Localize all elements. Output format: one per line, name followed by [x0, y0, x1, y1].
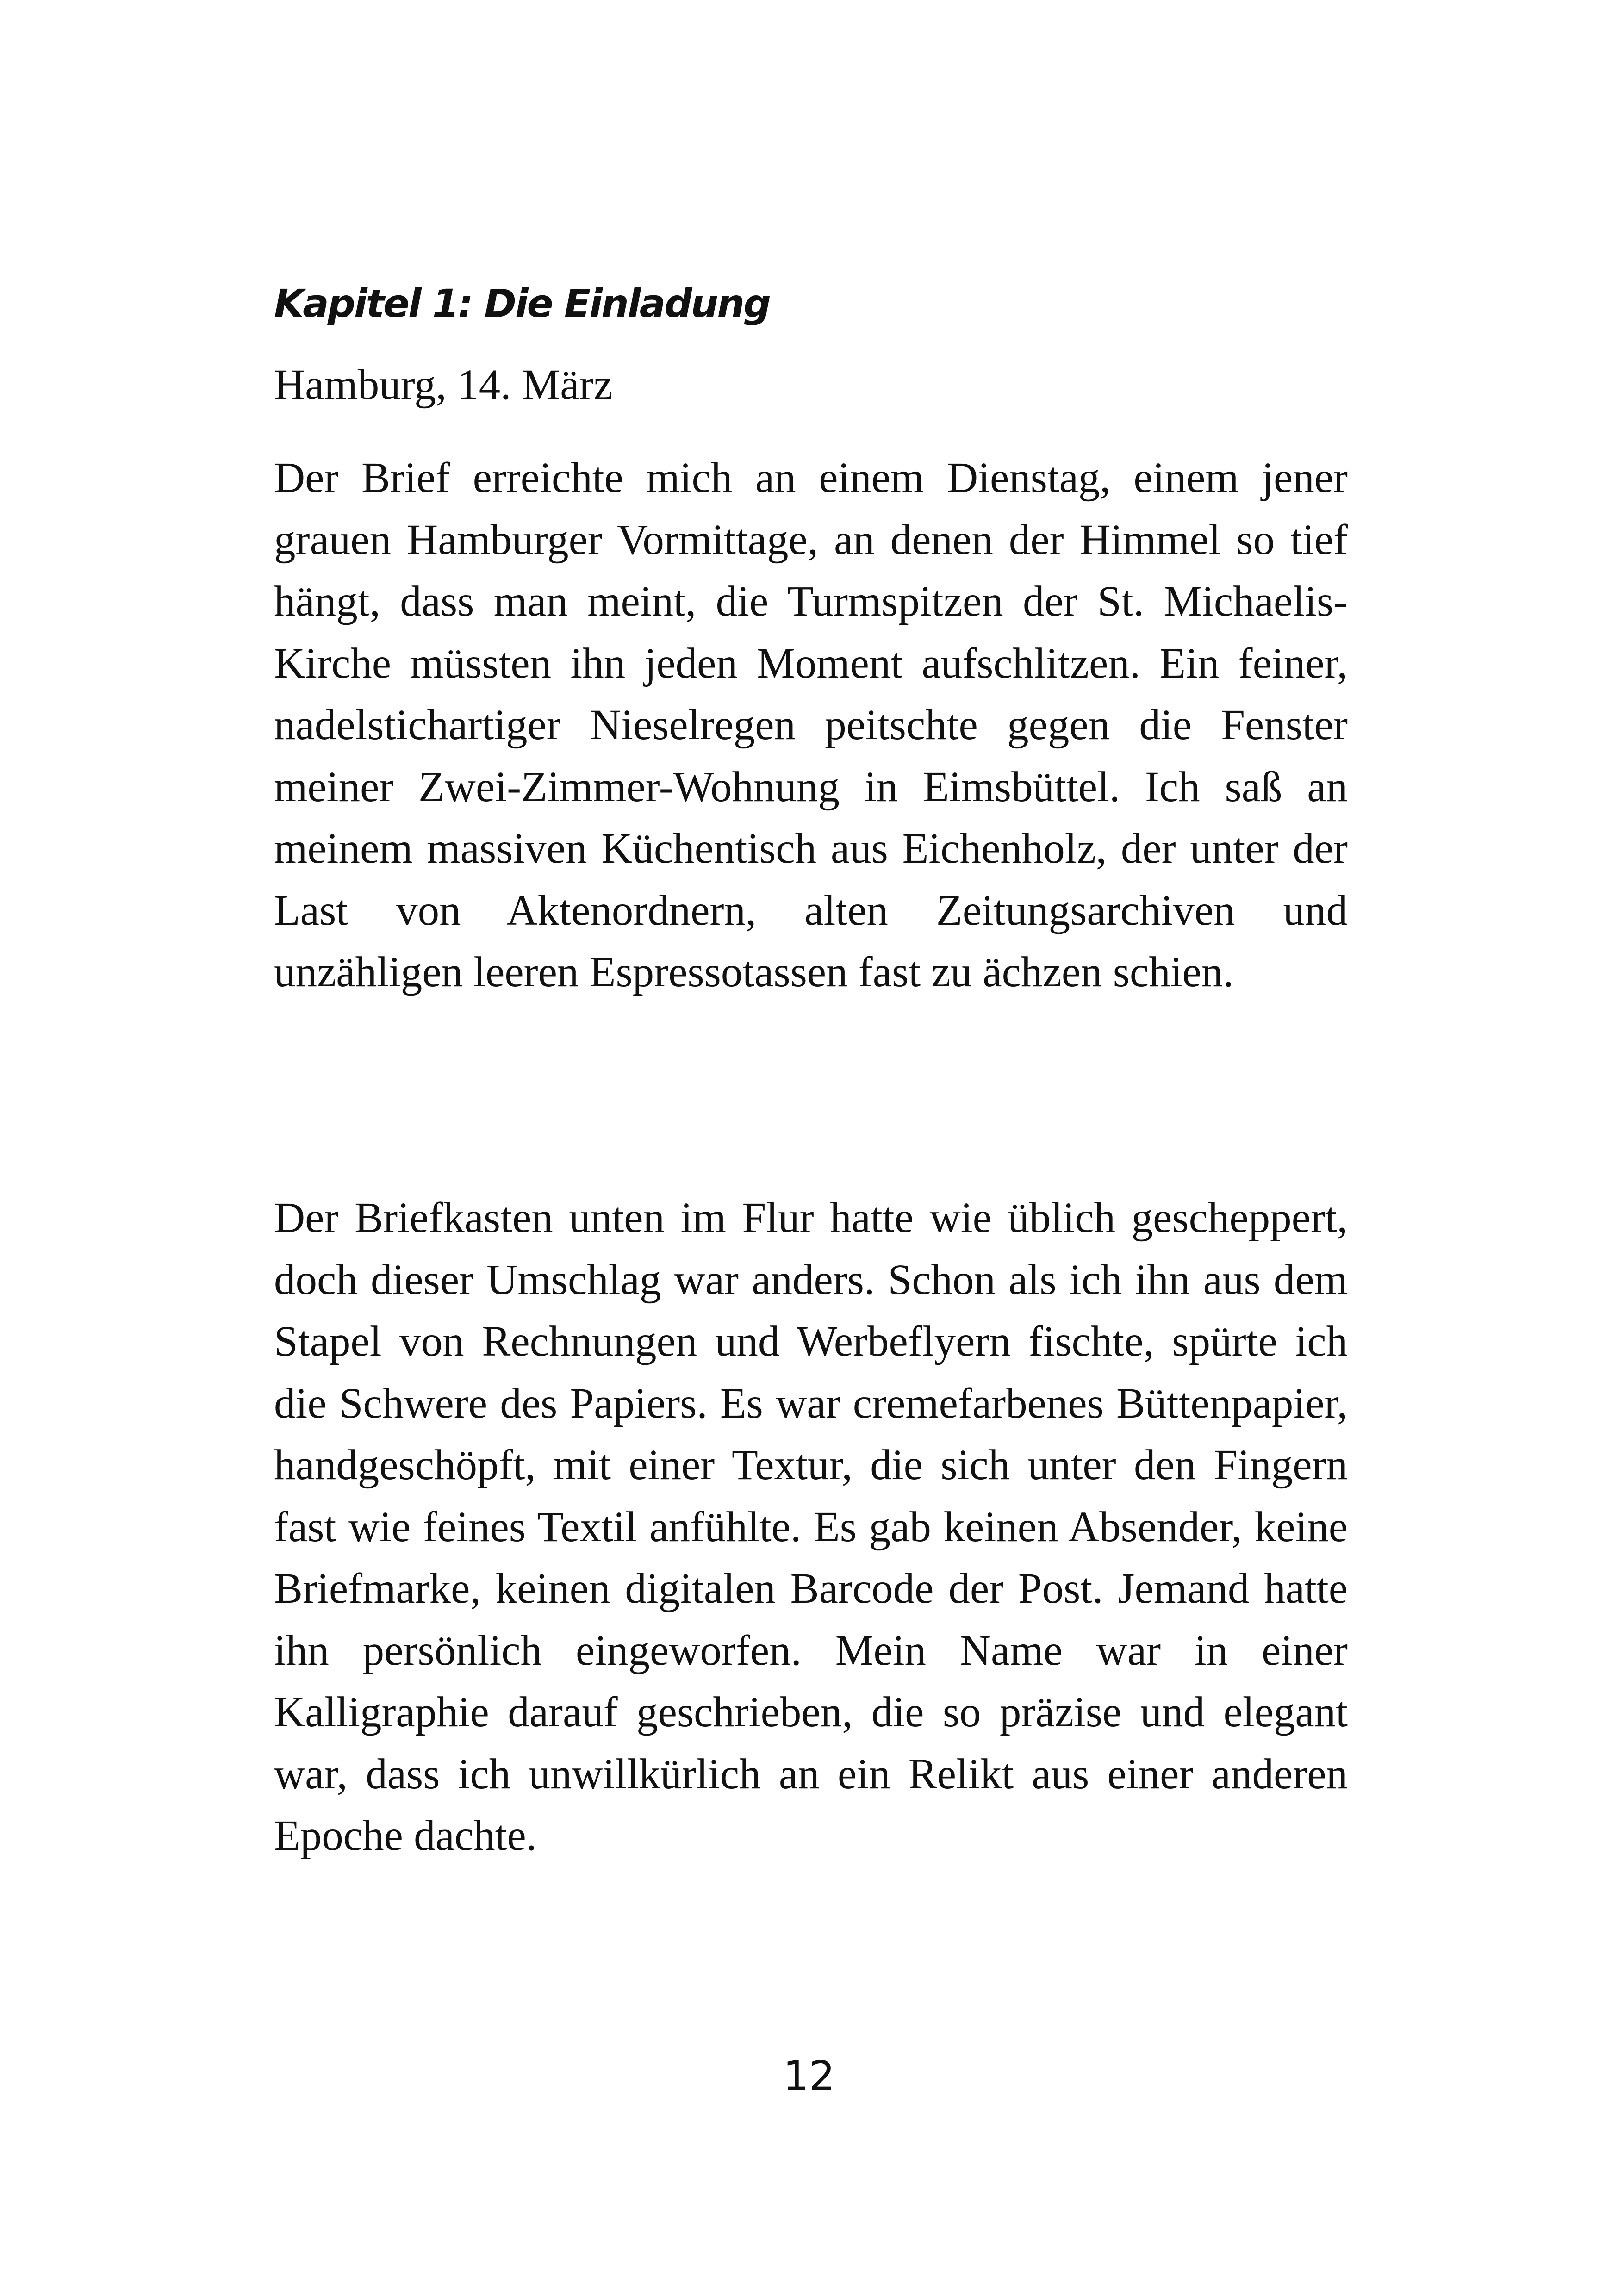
chapter-title: Kapitel 1: Die Einladung [274, 281, 770, 326]
page-number: 12 [783, 2052, 835, 2100]
body-paragraph: Der Briefkasten unten im Flur hatte wie üblich gescheppert, doch dieser Umschlag war anders. Schon als ich ihn aus dem Stapel von Rechnungen und Werbeflyern fischte, spürte ich die Schwere des Papiers. Es war cremefarbenes Büttenpapier, handgeschöpft, mit einer Textur, die sich unter den Fingern fast wie feines Textil anfühlte. Es gab keinen Absender, keine Briefmarke, keinen digitalen Barcode der Post. Jemand hatte ihn persönlich eingeworfen. Mein Name war in einer Kalligraphie darauf geschrieben, die so präzise und elegant war, dass ich unwillkürlich an ein Relikt aus einer anderen Epoche dachte. [274, 1194, 1348, 1860]
dateline: Hamburg, 14. März [274, 361, 613, 409]
body-paragraph: Der Brief erreichte mich an einem Dienstag, einem jener grauen Hamburger Vormittage, an denen der Himmel so tief hängt, dass man meint, die Turmspitzen der St. Michaelis-Kirche müssten ihn jeden Moment aufschlitzen. Ein feiner, nadelstichartiger Nieselregen peitschte gegen die Fenster meiner Zwei-Zimmer-Wohnung in Eimsbüttel. Ich saß an meinem massiven Küchentisch aus Eichenholz, der unter der Last von Aktenordnern, alten Zeitungsarchiven und unzähligen leeren Espressotassen fast zu ächzen schien. [274, 454, 1348, 996]
